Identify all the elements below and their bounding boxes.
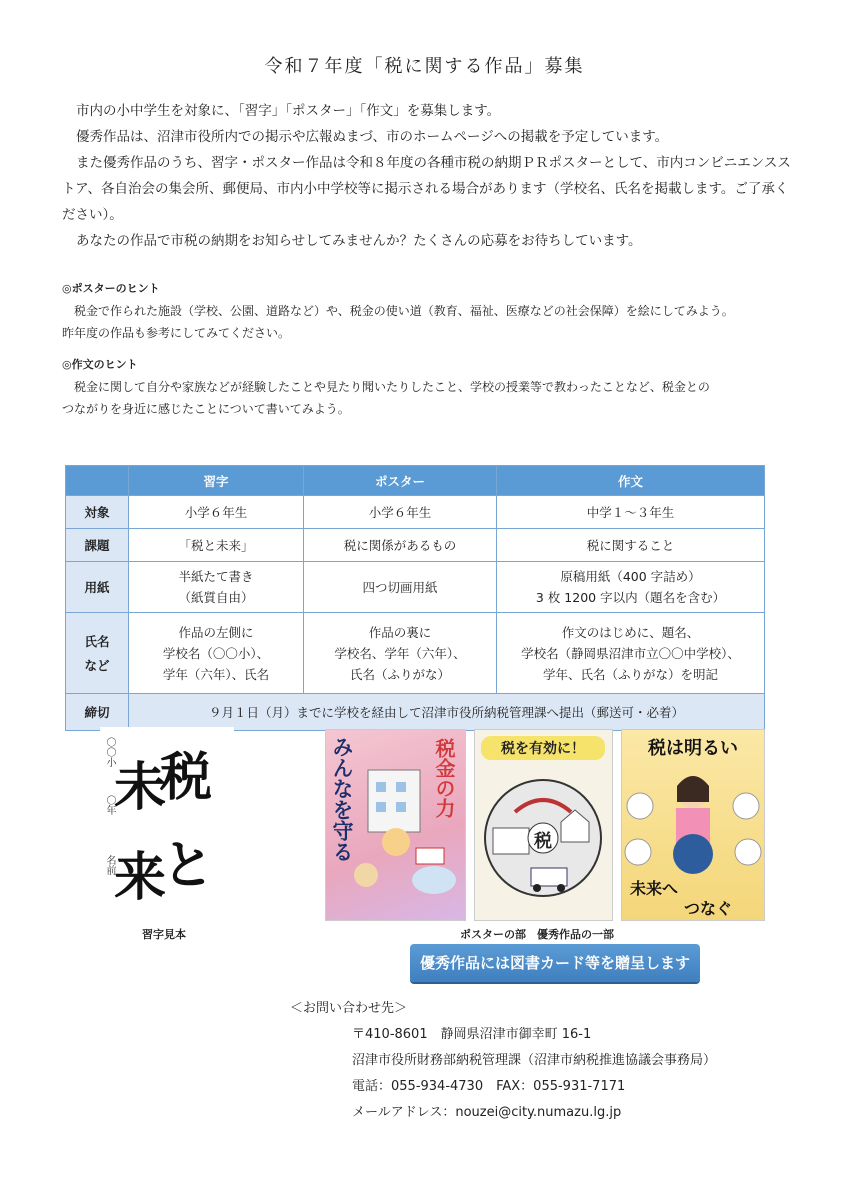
cell-target-essay: 中学１～３年生 <box>497 496 765 529</box>
cell-theme-poster: 税に関係があるもの <box>304 529 497 562</box>
cell-paper-shuji-line-1: 半紙たて書き <box>178 569 254 584</box>
contact-phone: 電話：055-934-4730 FAX：055-931-7171 <box>352 1079 626 1094</box>
table-row <box>66 562 765 613</box>
table-row <box>66 613 765 694</box>
poster-hint-text <box>62 300 792 344</box>
cell-name-shuji <box>129 613 304 694</box>
calligraphy-char-mi: 未 <box>114 757 167 818</box>
poster-hint-line-1: 税金で作られた施設（学校、公園、道路など）や、税金の使い道（教育、福祉、医療などの社会保障）を絵にしてみよう。 <box>74 304 734 318</box>
intro-line-3: また優秀作品のうち、習字・ポスター作品は令和８年度の各種市税の納期ＰＲポスターとして、市内コンビニエンスストア、各自治会の集会所、郵便局、市内小中学校等に掲示される場合があります（学校名、氏名を掲載します。ご了承ください）。 <box>62 155 791 223</box>
poster-hint-heading: ◎ポスターのヒント <box>62 282 160 295</box>
cell-paper-essay-line-2: 3 枚 1200 字以内（題名を含む） <box>535 590 726 605</box>
cell-paper-shuji <box>129 562 304 613</box>
table-row <box>66 496 765 529</box>
calligraphy-char-rai: 来 <box>114 847 167 908</box>
row-label-theme: 課題 <box>66 529 129 562</box>
calligraphy-school: 〇〇小 <box>104 737 115 767</box>
poster-2-slogan: 税を有効に！ <box>481 736 605 760</box>
row-label-deadline: 締切 <box>66 694 129 731</box>
essay-hint-heading: ◎作文のヒント <box>62 358 138 371</box>
calligraphy-grade: 〇年 <box>104 795 115 815</box>
cell-name-essay <box>497 613 765 694</box>
cell-name-essay-line-2: 学校名（静岡県沼津市立〇〇中学校）、 <box>521 645 740 661</box>
cell-name-poster-line-3: 氏名（ふりがな） <box>349 666 450 682</box>
cell-paper-essay-line-1: 原稿用紙（400 字詰め） <box>560 569 701 584</box>
intro-line-1: 市内の小中学生を対象に、「習字」「ポスター」「作文」を募集します。 <box>76 103 501 119</box>
essay-hint-line-2: つながりを身近に感じたことについて書いてみよう。 <box>62 402 350 416</box>
table-header-corner <box>66 466 129 496</box>
poster-1-side-text: 税金の力 <box>432 738 456 818</box>
cell-name-shuji-line-2: 学校名（〇〇小）、 <box>162 645 270 661</box>
row-label-name-line-2: など <box>84 658 110 673</box>
table-header-essay: 作文 <box>497 466 765 496</box>
calligraphy-char-to: と <box>162 835 215 896</box>
posters-caption: ポスターの部 優秀作品の一部 <box>460 928 614 941</box>
cell-paper-essay <box>497 562 765 613</box>
row-label-name-line-1: 氏名 <box>84 634 110 649</box>
calligraphy-name-label: 名前 <box>104 855 115 875</box>
page-title: 令和７年度「税に関する作品」募集 <box>264 56 585 77</box>
row-label-target: 対象 <box>66 496 129 529</box>
poster-hint-line-2: 昨年度の作品も参考にしてみてください。 <box>62 326 291 340</box>
contact-heading: ＜お問い合わせ先＞ <box>290 1001 408 1016</box>
contact-address: 〒410-8601 静岡県沼津市御幸町 16-1 <box>352 1027 592 1042</box>
poster-artwork-2 <box>474 729 613 921</box>
essay-hint-text <box>62 376 792 420</box>
poster-artwork-1 <box>325 729 466 921</box>
calligraphy-sample <box>100 727 234 911</box>
calligraphy-char-zei: 税 <box>160 747 213 808</box>
cell-theme-essay: 税に関すること <box>497 529 765 562</box>
table-header-poster: ポスター <box>304 466 497 496</box>
cell-name-poster <box>304 613 497 694</box>
row-label-name <box>66 613 129 694</box>
table-row <box>66 529 765 562</box>
poster-1-slogan: みんなを守る <box>330 736 354 862</box>
poster-3-bottom-line-1: 未来へ <box>630 879 679 898</box>
cell-name-poster-line-1: 作品の裏に <box>368 624 432 640</box>
cell-target-shuji: 小学６年生 <box>129 496 304 529</box>
intro-line-2: 優秀作品は、沼津市役所内での掲示や広報ぬまづ、市のホームページへの掲載を予定しています。 <box>76 129 669 145</box>
intro-text <box>62 98 792 254</box>
cell-name-poster-line-2: 学校名、学年（六年）、 <box>334 645 466 661</box>
cell-name-shuji-line-3: 学年（六年）、氏名 <box>162 666 270 682</box>
cell-name-essay-line-1: 作文のはじめに、題名、 <box>561 624 700 640</box>
contact-block <box>352 1022 716 1126</box>
contact-department: 沼津市役所財務部納税管理課（沼津市納税推進協議会事務局） <box>352 1053 717 1068</box>
poster-2-center-text: 税 <box>534 831 552 852</box>
poster-artwork-3 <box>621 729 765 921</box>
table-row <box>66 694 765 731</box>
cell-paper-poster: 四つ切画用紙 <box>304 562 497 613</box>
cell-name-shuji-line-1: 作品の左側に <box>178 624 254 640</box>
contact-email: メールアドレス：nouzei@city.numazu.lg.jp <box>352 1105 622 1120</box>
cell-deadline: ９月１日（月）までに学校を経由して沼津市役所納税管理課へ提出（郵送可・必着） <box>129 694 765 731</box>
prize-banner: 優秀作品には図書カード等を贈呈します <box>410 944 700 982</box>
row-label-paper: 用紙 <box>66 562 129 613</box>
cell-theme-shuji: 「税と未来」 <box>129 529 304 562</box>
cell-target-poster: 小学６年生 <box>304 496 497 529</box>
entry-requirements-table <box>65 465 765 731</box>
cell-name-essay-line-3: 学年、氏名（ふりがな）を明記 <box>542 666 718 682</box>
cell-paper-shuji-line-2: （紙質自由） <box>178 590 254 605</box>
table-header-row <box>66 466 765 496</box>
poster-3-top-text: 税は明るい <box>648 738 738 759</box>
essay-hint-line-1: 税金に関して自分や家族などが経験したことや見たり聞いたりしたこと、学校の授業等で教わったことなど、税金との <box>74 380 710 394</box>
table-header-shuji: 習字 <box>129 466 304 496</box>
intro-line-4: あなたの作品で市税の納期をお知らせしてみませんか？たくさんの応募をお待ちしています。 <box>76 233 642 249</box>
calligraphy-caption: 習字見本 <box>142 928 186 941</box>
poster-3-bottom-line-2: つなぐ <box>684 899 733 918</box>
